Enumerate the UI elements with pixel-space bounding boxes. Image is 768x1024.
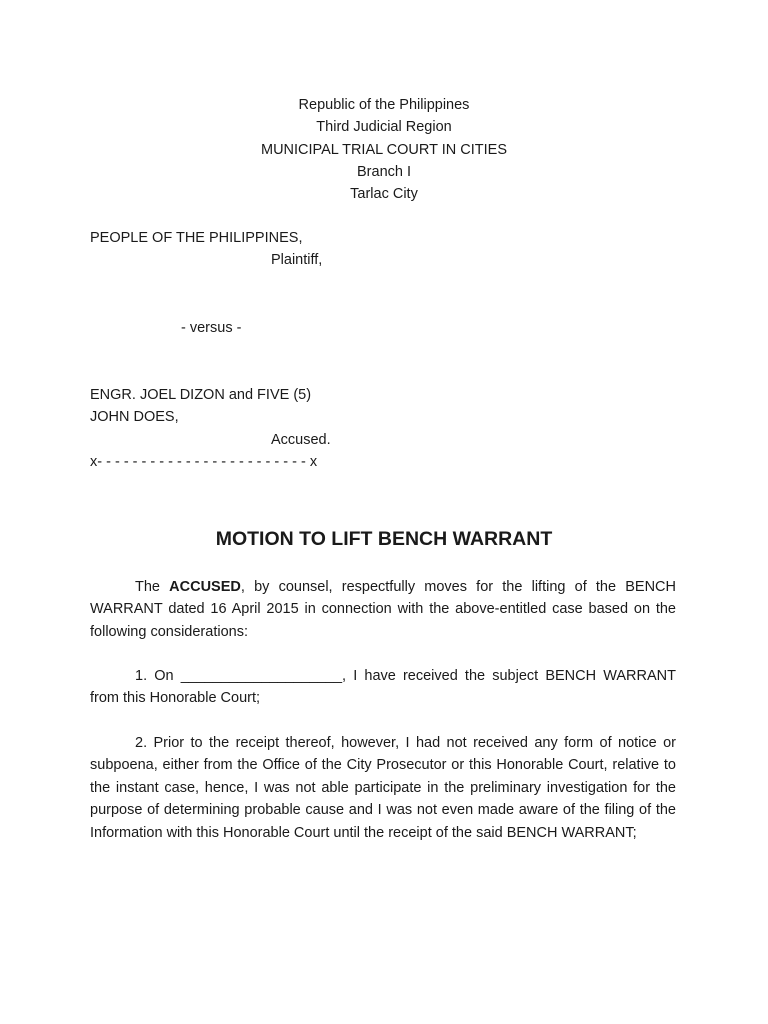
paragraph-1	[90, 665, 676, 710]
caption-separator: x- - - - - - - - - - - - - - - - - - - - - - - - x	[90, 453, 318, 470]
accused-name-line2: JOHN DOES,	[90, 409, 179, 426]
intro-accused: ACCUSED	[169, 579, 241, 595]
motion-title: MOTION TO LIFT BENCH WARRANT	[215, 528, 553, 550]
intro-rest: , by counsel, respectfully moves for the lifting of the BENCH WARRANT dated 16 April 2015 in connection with the above-entitled case based on the following considerations:	[90, 579, 676, 640]
header-city: Tarlac City	[350, 186, 418, 203]
accused-role: Accused.	[271, 431, 331, 448]
plaintiff-role: Plaintiff,	[271, 252, 323, 269]
header-region: Third Judicial Region	[316, 119, 452, 136]
versus-label: - versus -	[181, 319, 242, 336]
paragraph-2	[90, 732, 676, 844]
accused-name-line1: ENGR. JOEL DIZON and FIVE (5)	[90, 386, 312, 403]
intro-paragraph	[90, 576, 676, 643]
court-header	[0, 94, 768, 205]
header-court: MUNICIPAL TRIAL COURT IN CITIES	[260, 141, 507, 158]
plaintiff-name: PEOPLE OF THE PHILIPPINES,	[90, 230, 303, 246]
paragraph-1-text: 1. On ____________________, I have received the subject BENCH WARRANT from this Honorable Court;	[90, 668, 676, 707]
case-caption	[90, 227, 690, 473]
header-republic: Republic of the Philippines	[298, 97, 470, 113]
header-branch: Branch I	[357, 163, 411, 180]
paragraph-2-text: 2. Prior to the receipt thereof, however, I had not received any form of notice or subpoena, either from the Office of the City Prosecutor or this Honorable Court, relative to the instant case, hence, I was not able participate in the preliminary investigation for the purpose of determining probable cause and I was not even made aware of the filing of the Information with this Honorable Court until the receipt of the said BENCH WARRANT;	[90, 735, 676, 841]
intro-lead: The	[135, 579, 170, 595]
